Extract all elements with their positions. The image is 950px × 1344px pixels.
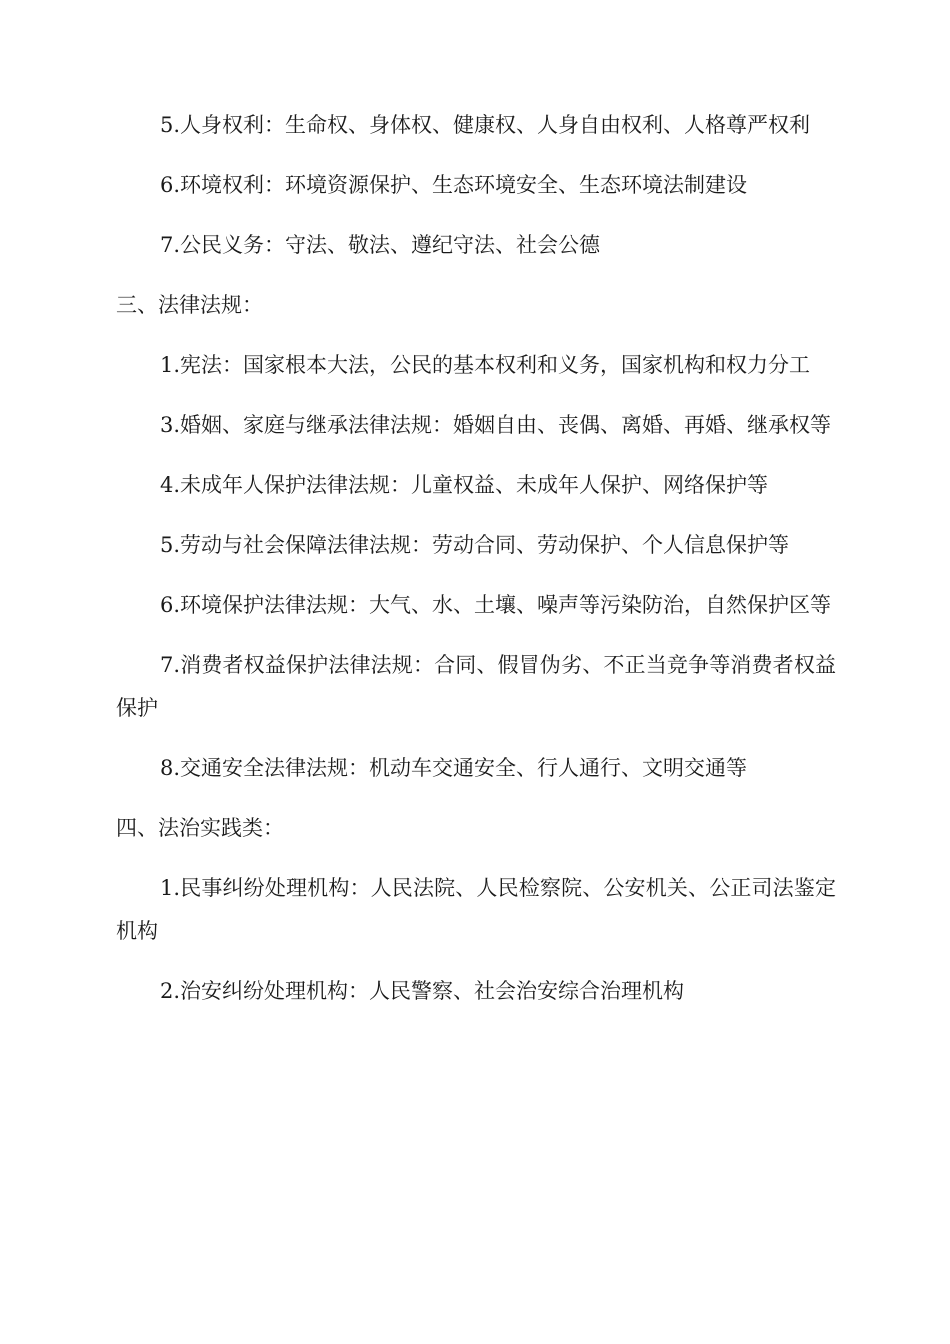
section-heading-practice: 四、法治实践类：: [116, 816, 284, 840]
list-item-civil-dispute-institutions: 1.民事纠纷处理机构：人民法院、人民检察院、公安机关、公正司法鉴定机构: [116, 876, 836, 943]
list-item-constitution: 1.宪法：国家根本大法，公民的基本权利和义务，国家机构和权力分工: [160, 353, 811, 377]
list-item-personal-rights: 5.人身权利：生命权、身体权、健康权、人身自由权利、人格尊严权利: [160, 113, 811, 137]
list-item-minor-protection-law: 4.未成年人保护法律法规：儿童权益、未成年人保护、网络保护等: [160, 473, 769, 497]
list-item-public-security-institutions: 2.治安纠纷处理机构：人民警察、社会治安综合治理机构: [160, 979, 685, 1003]
list-item-traffic-law: 8.交通安全法律法规：机动车交通安全、行人通行、文明交通等: [160, 756, 748, 780]
list-item-citizen-duties: 7.公民义务：守法、敬法、遵纪守法、社会公德: [160, 233, 601, 257]
list-item-environment-law: 6.环境保护法律法规：大气、水、土壤、噪声等污染防治，自然保护区等: [160, 593, 832, 617]
list-item-environmental-rights: 6.环境权利：环境资源保护、生态环境安全、生态环境法制建设: [160, 173, 748, 197]
list-item-marriage-law: 3.婚姻、家庭与继承法律法规：婚姻自由、丧偶、离婚、再婚、继承权等: [160, 413, 832, 437]
list-item-consumer-law: 7.消费者权益保护法律法规：合同、假冒伪劣、不正当竞争等消费者权益保护: [116, 653, 836, 720]
document-body: [116, 104, 836, 1030]
list-item-labor-law: 5.劳动与社会保障法律法规：劳动合同、劳动保护、个人信息保护等: [160, 533, 790, 557]
section-heading-laws: 三、法律法规：: [116, 293, 263, 317]
